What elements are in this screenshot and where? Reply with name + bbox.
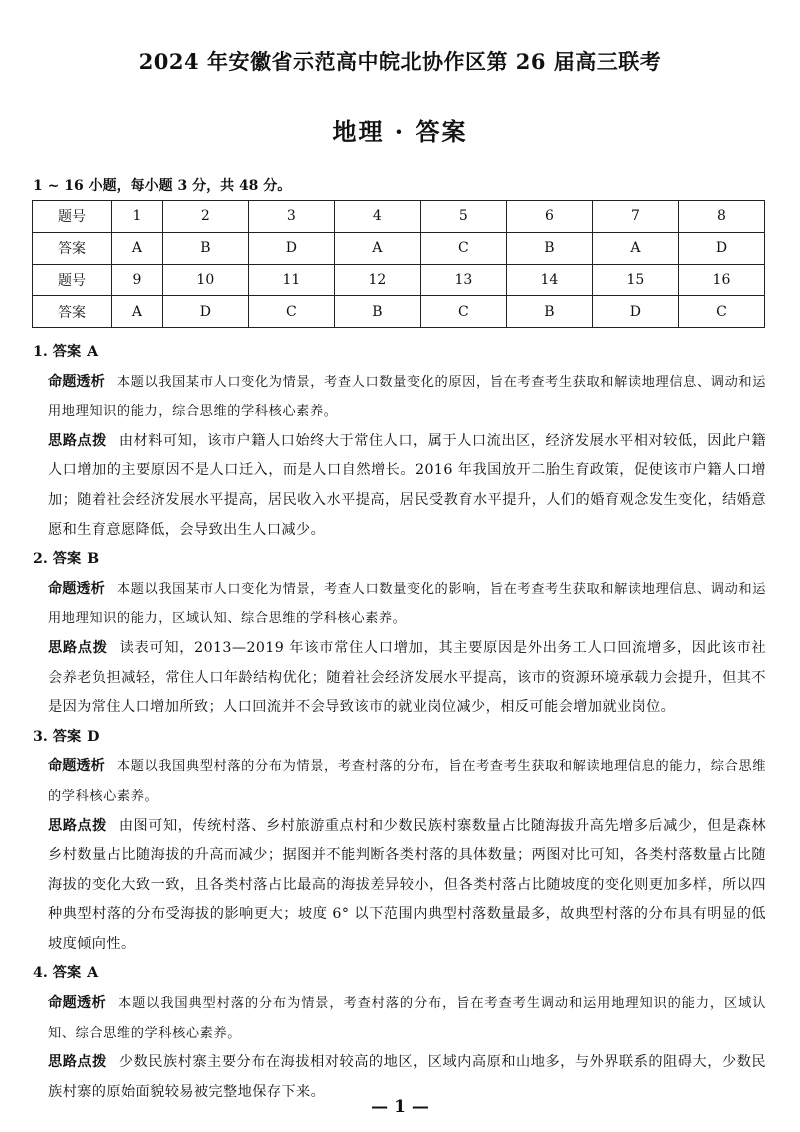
answer-table-cell: A — [592, 232, 678, 264]
question-block-4 — [33, 959, 766, 1107]
answer-table-cell: 10 — [162, 264, 248, 296]
answer-table-cell: 14 — [506, 264, 592, 296]
hint-label: 思路点拨 — [48, 1054, 107, 1071]
answer-table-cell: 13 — [420, 264, 506, 296]
answer-table-cell: A — [112, 296, 163, 328]
answer-table-row — [33, 264, 765, 296]
analysis-label: 命题透析 — [48, 373, 105, 390]
answer-table-cell: 1 — [112, 201, 163, 233]
answer-table-cell: 8 — [678, 201, 764, 233]
answer-table-row — [33, 201, 765, 233]
answer-table-row-header: 题号 — [33, 201, 112, 233]
question-answer-line — [33, 723, 766, 753]
answer-table-cell: D — [592, 296, 678, 328]
hint-paragraph — [33, 812, 766, 960]
answer-table-cell: B — [506, 296, 592, 328]
answer-table-cell: A — [334, 232, 420, 264]
analysis-text: 本题以我国典型村落的分布为情景，考查村落的分布，旨在考查考生获取和解读地理信息的能力，综合思维的学科核心素养。 — [48, 759, 766, 804]
answer-table-cell: 5 — [420, 201, 506, 233]
answer-table-cell: A — [112, 232, 163, 264]
hint-text: 读表可知，2013—2019 年该市常住人口增加，其主要原因是外出务工人口回流增多，因此该市社会养老负担减轻，常住人口年龄结构优化；随着社会经济发展水平提高，该市的资源环境承载力会提升，但其不是因为常住人口增加所致；人口回流并不会导致该市的就业岗位减少，相反可能会增加就业岗位。 — [48, 639, 766, 716]
question-block-2 — [33, 545, 766, 723]
analysis-label: 命题透析 — [48, 995, 106, 1012]
question-answer: D — [87, 728, 100, 745]
question-answer: B — [87, 551, 100, 568]
hint-paragraph — [33, 427, 766, 545]
answer-table — [32, 200, 765, 328]
explanations — [33, 338, 766, 1107]
question-block-3 — [33, 723, 766, 960]
answer-table-cell: 3 — [248, 201, 334, 233]
hint-label: 思路点拨 — [48, 639, 108, 656]
answer-table-cell: 4 — [334, 201, 420, 233]
answer-table-row — [33, 232, 765, 264]
answer-table-cell: 2 — [162, 201, 248, 233]
hint-label: 思路点拨 — [48, 432, 107, 449]
hint-label: 思路点拨 — [48, 817, 107, 834]
hint-text: 由材料可知，该市户籍人口始终大于常住人口，属于人口流出区，经济发展水平相对较低，因此户籍人口增加的主要原因不是人口迁入，而是人口自然增长。2016 年我国放开二胎生育政策，促使该市户籍人口增加；随着社会经济发展水平提高，居民收入水平提高，居民受教育水平提升，人们的婚育观念发生变化，结婚意愿和生育意愿降低，会导致出生人口减少。 — [48, 432, 766, 538]
question-answer-line — [33, 545, 766, 575]
question-answer: A — [87, 965, 99, 982]
answer-table-cell: D — [678, 232, 764, 264]
answer-table-cell: 9 — [112, 264, 163, 296]
analysis-paragraph — [33, 575, 766, 634]
analysis-paragraph — [33, 368, 766, 427]
answer-table-cell: C — [420, 232, 506, 264]
question-answer-line — [33, 959, 766, 989]
question-answer: A — [87, 344, 99, 360]
question-number: 3. 答案 — [33, 728, 82, 745]
answer-table-cell: 16 — [678, 264, 764, 296]
answer-table-row-header: 答案 — [33, 296, 112, 328]
question-number: 1. 答案 — [33, 344, 82, 360]
section-intro: 1 ~ 16 小题，每小题 3 分，共 48 分。 — [33, 178, 292, 194]
analysis-text: 本题以我国某市人口变化为情景，考查人口数量变化的影响，旨在考查考生获取和解读地理信息、调动和运用地理知识的能力，区域认知、综合思维的学科核心素养。 — [48, 581, 766, 627]
page-subtitle: 地理 · 答案 — [332, 117, 468, 146]
answer-table-cell: 7 — [592, 201, 678, 233]
analysis-label: 命题透析 — [48, 758, 105, 775]
answer-table-row-header: 答案 — [33, 232, 112, 264]
analysis-text: 本题以我国某市人口变化为情景，考查人口数量变化的原因，旨在考查考生获取和解读地理信息、调动和运用地理知识的能力，综合思维的学科核心素养。 — [48, 374, 766, 420]
question-number: 4. 答案 — [33, 965, 82, 982]
hint-text: 由图可知，传统村落、乡村旅游重点村和少数民族村寨数量占比随海拔升高先增多后减少，但是森林乡村数量占比随海拔的升高而减少；据图并不能判断各类村落的具体数量；两图对比可知，各类村落数量占比随海拔的变化大致一致，且各类村落占比最高的海拔差异较小，但各类村落占比随坡度的变化则更加多样，所以四种典型村落的分布受海拔的影响更大；坡度 6° 以下范围内典型村落数量最多，故典型村落的分布具有明显的低坡度倾向性。 — [48, 817, 766, 952]
answer-table-cell: C — [248, 296, 334, 328]
question-answer-line — [33, 338, 766, 368]
answer-table-row — [33, 296, 765, 328]
answer-table-cell: B — [506, 232, 592, 264]
page-number: — 1 — — [371, 1097, 429, 1117]
answer-table-cell: B — [162, 232, 248, 264]
answer-table-cell: D — [162, 296, 248, 328]
answer-table-cell: D — [248, 232, 334, 264]
answer-table-cell: 15 — [592, 264, 678, 296]
question-number: 2. 答案 — [33, 551, 82, 568]
answer-table-cell: B — [334, 296, 420, 328]
analysis-text: 本题以我国典型村落的分布为情景，考查村落的分布，旨在考查考生调动和运用地理知识的能力，区域认知、综合思维的学科核心素养。 — [48, 996, 766, 1041]
hint-paragraph — [33, 634, 766, 723]
answer-table-row-header: 题号 — [33, 264, 112, 296]
analysis-paragraph — [33, 989, 766, 1048]
page-title: 2024 年安徽省示范高中皖北协作区第 26 届高三联考 — [138, 49, 662, 74]
answer-table-cell: 12 — [334, 264, 420, 296]
answer-table-cell: C — [678, 296, 764, 328]
analysis-paragraph — [33, 752, 766, 811]
hint-text: 少数民族村寨主要分布在海拔相对较高的地区，区域内高原和山地多，与外界联系的阻碍大，少数民族村寨的原始面貌较易被完整地保存下来。 — [48, 1054, 766, 1100]
answer-table-cell: 11 — [248, 264, 334, 296]
analysis-label: 命题透析 — [48, 580, 105, 597]
answer-table-cell: 6 — [506, 201, 592, 233]
question-block-1 — [33, 338, 766, 545]
answer-table-cell: C — [420, 296, 506, 328]
